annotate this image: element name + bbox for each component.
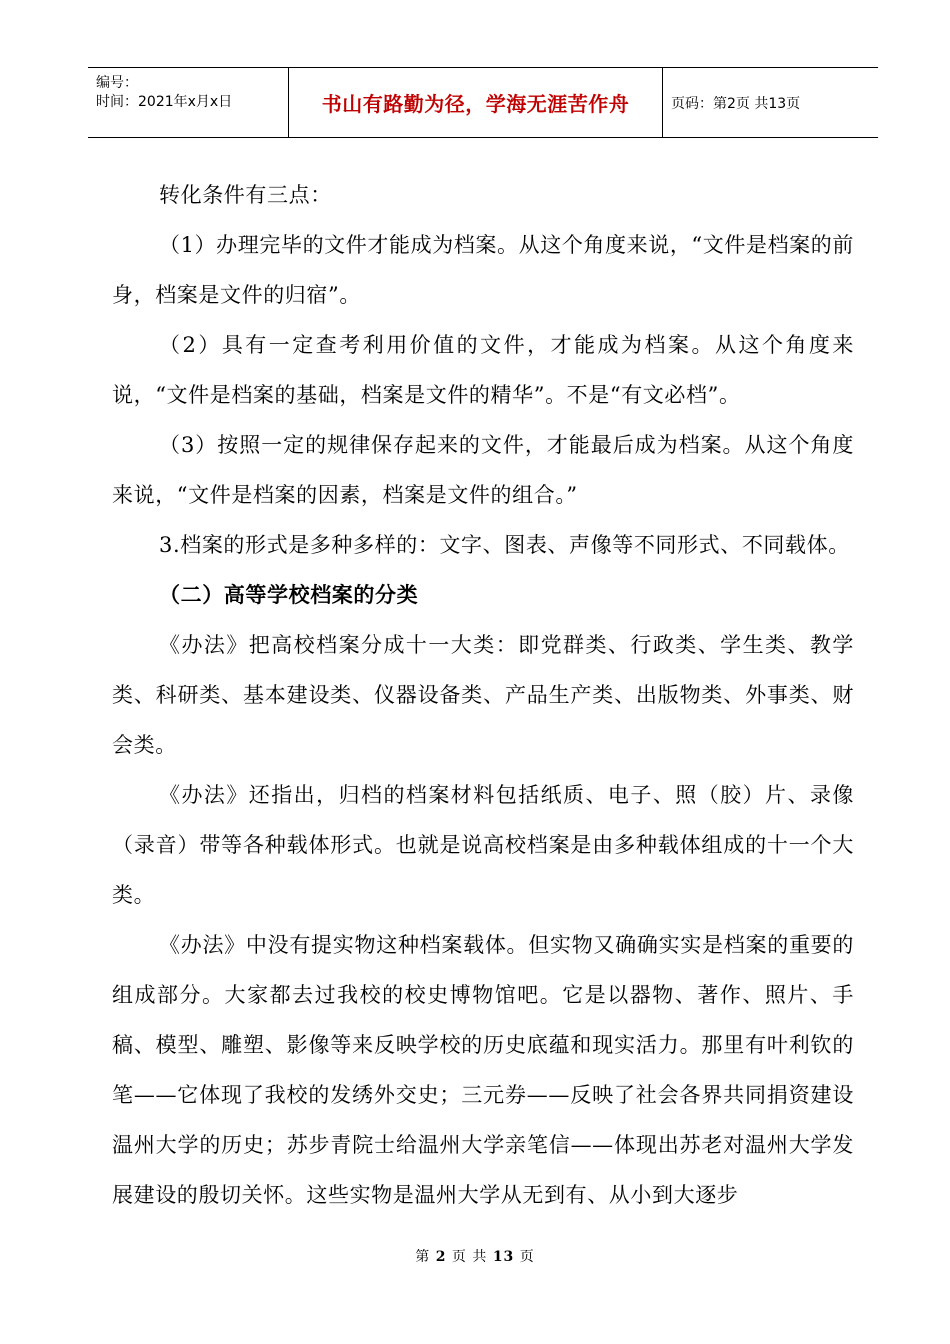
document-body [112, 170, 854, 1220]
paragraph: （2）具有一定查考利用价值的文件，才能成为档案。从这个角度来说，“文件是档案的基础，档案是文件的精华”。不是“有文必档”。 [112, 333, 854, 407]
number-label: 编号： [96, 75, 138, 91]
motto: 书山有路勤为径，学海无涯苦作舟 [321, 92, 630, 116]
footer-total-pages: 13 [492, 1249, 515, 1265]
time-label: 时间：2021年x月x日 [96, 94, 233, 110]
paragraph: 《办法》还指出，归档的档案材料包括纸质、电子、照（胶）片、录像（录音）带等各种载体形式。也就是说高校档案是由多种载体组成的十一个大类。 [112, 783, 854, 907]
page-label: 页码：第2页 共13页 [671, 95, 801, 112]
paragraph: 《办法》把高校档案分成十一大类：即党群类、行政类、学生类、教学类、科研类、基本建设类、仪器设备类、产品生产类、出版物类、外事类、财会类。 [112, 633, 854, 757]
paragraph: （3）按照一定的规律保存起来的文件，才能最后成为档案。从这个角度来说，“文件是档案的因素，档案是文件的组合。” [112, 433, 854, 507]
page-footer [0, 1246, 950, 1266]
document-header [88, 67, 878, 138]
section-heading: （二）高等学校档案的分类 [159, 583, 419, 607]
paragraph: （1）办理完毕的文件才能成为档案。从这个角度来说，“文件是档案的前身，档案是文件的归宿”。 [112, 233, 854, 307]
paragraph: 转化条件有三点： [159, 183, 332, 207]
footer-middle: 页 共 [451, 1249, 488, 1265]
header-motto-cell [289, 68, 663, 137]
footer-current-page: 2 [435, 1249, 447, 1265]
header-page-cell [663, 68, 878, 137]
paragraph: 《办法》中没有提实物这种档案载体。但实物又确确实实是档案的重要的组成部分。大家都去过我校的校史博物馆吧。它是以器物、著作、照片、手稿、模型、雕塑、影像等来反映学校的历史底蕴和现实活力。那里有叶利钦的笔——它体现了我校的发绣外交史；三元券——反映了社会各界共同捐资建设温州大学的历史；苏步青院士给温州大学亲笔信——体现出苏老对温州大学发展建设的殷切关怀。这些实物是温州大学从无到有、从小到大逐步 [112, 933, 854, 1207]
header-meta-cell [88, 68, 289, 137]
footer-prefix: 第 [415, 1249, 431, 1265]
footer-suffix: 页 [519, 1249, 535, 1265]
paragraph: 3.档案的形式是多种多样的：文字、图表、声像等不同形式、不同载体。 [159, 533, 850, 557]
